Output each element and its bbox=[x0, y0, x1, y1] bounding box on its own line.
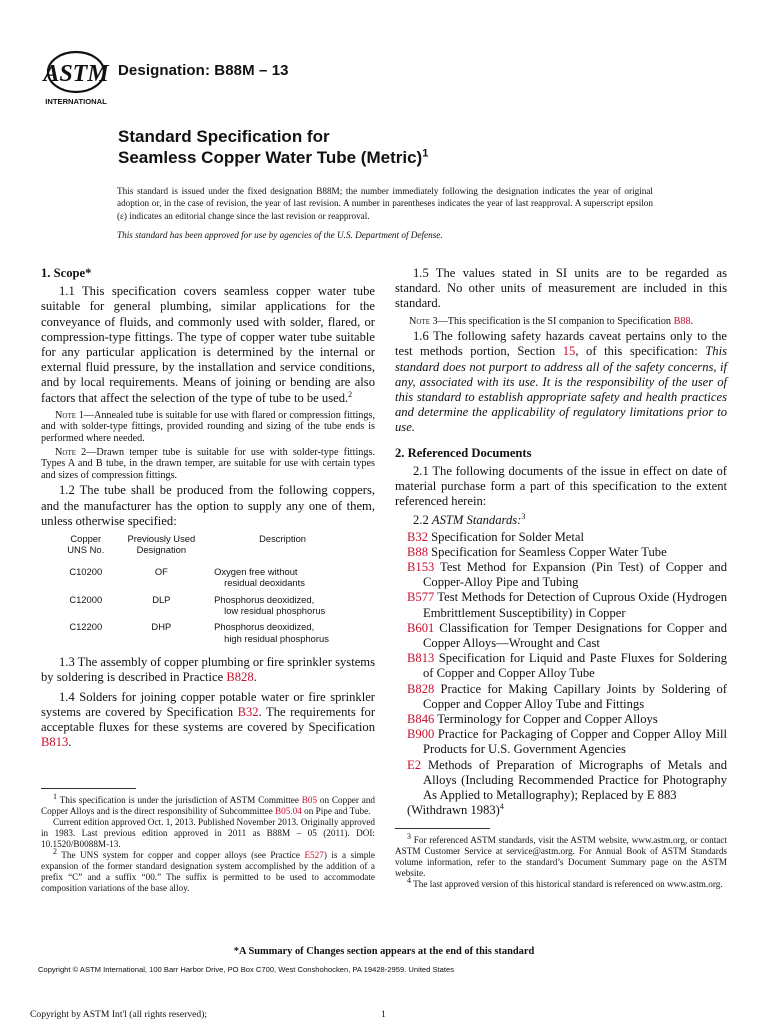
section-heading-scope: 1. Scope* bbox=[41, 266, 92, 280]
reference-list bbox=[395, 530, 727, 804]
reference-code-link[interactable]: B846 bbox=[407, 712, 435, 727]
designation: Designation: B88M – 13 bbox=[118, 62, 289, 79]
intro-paragraph: This standard is issued under the fixed designation B88M; the number immediately following the designation indicates the year of original adoption or, in the case of revision, the year of last revision. A number in parentheses indicates the year of last reapproval. A superscript epsilon (ε) indicates an editorial change since the last revision or reapproval. bbox=[117, 186, 653, 221]
table-row: C10200 OF Oxygen free without residual deoxidants bbox=[69, 565, 305, 589]
para-2-1: 2.1 The following documents of the issue in effect on date of material purchase form a part of this specification to the extent referenced herein: bbox=[395, 463, 727, 509]
reference-title: Test Methods for Detection of Cuprous Oxide (Hydrogen Embrittlement Susceptibility) in Copper bbox=[423, 590, 727, 620]
link-e527[interactable]: E527 bbox=[304, 850, 324, 860]
para-1-1: 1.1 This specification covers seamless copper water tube suitable for general plumbing, similar applications for the conveyance of fluids, and commonly used with solder, flared, or compression-type fittings. The type of copper water tube suitable for any particular application is determined by the internal or external fluid pressure, by the installation and service conditions, and by local requirements. Means of joining or bending are also factors that affect the selection of the type of tube to be used.$^2$ bbox=[41, 284, 375, 405]
reference-item bbox=[395, 651, 727, 681]
reference-item bbox=[395, 727, 727, 757]
link-b05-04[interactable]: B05.04 bbox=[275, 806, 302, 816]
reference-title: Practice for Packaging of Copper and Copper Alloy Mill Products for U.S. Government Agencies bbox=[423, 727, 727, 757]
reference-item bbox=[395, 621, 727, 651]
section-heading-referenced: 2. Referenced Documents bbox=[395, 445, 532, 460]
reference-item bbox=[395, 545, 727, 560]
reference-code-link[interactable]: B153 bbox=[407, 560, 435, 575]
reference-title: Specification for Liquid and Paste Fluxes for Soldering of Copper and Copper Alloy Tube bbox=[423, 651, 727, 681]
note-2: Note 2—Drawn temper tube is suitable for use with solder-type fittings. Types A and B tube, in the drawn temper, are suitable for use with certain types and sizes of compression fittings. bbox=[41, 446, 375, 481]
footnote-rule bbox=[395, 828, 490, 829]
page-number: 1 bbox=[381, 1009, 386, 1020]
reference-title: Methods of Preparation of Micrographs of Metals and Alloys (Including Recommended Practice for Photography As Applied to Metallography); Replaced by E 883 bbox=[421, 757, 727, 803]
dod-approval: This standard has been approved for use by agencies of the U.S. Department of Defense. bbox=[117, 230, 443, 240]
reference-code-link[interactable]: B900 bbox=[407, 727, 435, 742]
withdrawn-note: (Withdrawn 1983)$^4$ bbox=[407, 802, 504, 818]
reference-title: Test Method for Expansion (Pin Test) of Copper and Copper-Alloy Pipe and Tubing bbox=[423, 560, 727, 590]
reference-code-link[interactable]: B88 bbox=[407, 544, 428, 559]
svg-text:ASTM: ASTM bbox=[43, 61, 109, 87]
right-column bbox=[395, 266, 727, 819]
table-header-prev: Previously Used Designation bbox=[127, 533, 196, 556]
para-1-4: 1.4 Solders for joining copper potable water or fire sprinkler systems are covered by Specification B32. The requirements for acceptable fluxes for these systems are covered by Specification B813. bbox=[41, 689, 376, 750]
reference-title: Specification for Seamless Copper Water Tube bbox=[428, 544, 667, 559]
reference-item bbox=[395, 590, 727, 620]
para-1-3: 1.3 The assembly of copper plumbing or fire sprinkler systems by soldering is described in Practice B828. bbox=[41, 655, 375, 685]
reference-title: Specification for Solder Metal bbox=[428, 529, 584, 544]
reference-title: Practice for Making Capillary Joints by Soldering of Copper and Copper Alloy Tube and Fittings bbox=[423, 681, 727, 711]
summary-notice: *A Summary of Changes section appears at the end of this standard bbox=[233, 946, 535, 957]
footnote-1: $^1$ This specification is under the jurisdiction of ASTM Committee B05 on Copper and Copper Alloys and is the direct responsibility of Subcommittee B05.04 on Pipe and Tube. bbox=[41, 791, 376, 816]
left-column bbox=[41, 266, 375, 754]
link-b813[interactable]: B813 bbox=[41, 735, 69, 750]
footnote-rule bbox=[41, 788, 136, 789]
link-b88[interactable]: B88 bbox=[673, 315, 691, 327]
para-2-2: 2.2 ASTM Standards:$^3$ bbox=[413, 512, 526, 528]
reference-code-link[interactable]: B32 bbox=[407, 529, 428, 544]
astm-logo bbox=[42, 50, 110, 106]
reference-code-link[interactable]: B601 bbox=[407, 620, 435, 635]
reference-item bbox=[395, 530, 727, 545]
table-header-uns: Copper UNS No. bbox=[67, 533, 105, 556]
logo-text: INTERNATIONAL bbox=[45, 97, 107, 106]
reference-item bbox=[395, 682, 727, 712]
document-title bbox=[118, 126, 678, 168]
title-line-2: Seamless Copper Water Tube (Metric)$^1$ bbox=[118, 147, 429, 167]
link-section-15[interactable]: 15 bbox=[562, 344, 576, 359]
title-line-1: Standard Specification for bbox=[118, 127, 330, 146]
footnote-2: $^2$ The UNS system for copper and copper alloys (see Practice E527) is a simple expansion of the former standard designation system accomplished by the addition of a prefix “C” and a suffix “00.” The suffix is permitted to be used to accommodate composition variations of the base alloy. bbox=[41, 846, 376, 893]
table-header-desc: Description bbox=[259, 533, 307, 544]
copyright-line: Copyright © ASTM International, 100 Barr Harbor Drive, PO Box C700, West Conshohocken, PA 19428-2959. United States bbox=[38, 965, 455, 974]
reference-code-link[interactable]: B813 bbox=[407, 651, 435, 666]
para-1-5: 1.5 The values stated in SI units are to be regarded as standard. No other units of measurement are included in this standard. bbox=[395, 266, 727, 311]
note-3: Note 3—This specification is the SI companion to Specification B88. bbox=[409, 315, 694, 327]
table-row: C12200 DHP Phosphorus deoxidized, high residual phosphorus bbox=[69, 621, 329, 644]
reference-item bbox=[395, 712, 727, 727]
reference-title: Terminology for Copper and Copper Alloys bbox=[434, 712, 658, 727]
reference-item bbox=[395, 560, 727, 590]
reference-code-link[interactable]: B577 bbox=[407, 590, 435, 605]
link-b32[interactable]: B32 bbox=[237, 704, 259, 719]
copyright-user: Copyright by ASTM Int'l (all rights reserved); bbox=[30, 1009, 208, 1020]
footnote-1-edition: Current edition approved Oct. 1, 2013. Published November 2013. Originally approved in 1983. Last previous edition approved in 2011 as B88M – 05 (2011). DOI: 10.1520/B0088M-13. bbox=[41, 817, 375, 849]
reference-code-link[interactable]: B828 bbox=[407, 681, 435, 696]
footnotes-left bbox=[41, 788, 375, 894]
link-b828[interactable]: B828 bbox=[226, 670, 254, 685]
footnotes-right bbox=[395, 828, 727, 890]
table-row: C12000 DLP Phosphorus deoxidized, low residual phosphorus bbox=[69, 593, 326, 617]
para-1-2: 1.2 The tube shall be produced from the following coppers, and the manufacturer has the option to supply any one of them, unless otherwise specified: bbox=[41, 483, 375, 528]
note-1: Note 1—Annealed tube is suitable for use with flared or compression fittings, and with solder-type fittings, provided rounding and sizing of the tube ends is performed where needed. bbox=[41, 409, 376, 445]
link-b05[interactable]: B05 bbox=[301, 795, 318, 805]
footnote-4: $^4$ The last approved version of this historical standard is referenced on www.astm.org. bbox=[407, 875, 723, 889]
copper-table bbox=[57, 533, 357, 649]
footnote-3: $^3$ For referenced ASTM standards, visit the ASTM website, www.astm.org, or contact ASTM Customer Service at service@astm.org. For Annual Book of ASTM Standards volume information, refer to the standard’s Document Summary page on the ASTM website. bbox=[395, 831, 727, 878]
reference-title: Classification for Temper Designations for Copper and Copper Alloys—Wrought and Cast bbox=[423, 620, 727, 651]
reference-code-link[interactable]: E2 bbox=[407, 757, 421, 772]
reference-item bbox=[395, 758, 727, 804]
para-1-6: 1.6 The following safety hazards caveat pertains only to the test methods portion, Section 15, of this specification: This standard does not purport to address all of the safety concerns, if any, associated with its use. It is the responsibility of the user of this standard to establish appropriate safety and health practices and determine the applicability of regulatory limitations prior to use. bbox=[395, 329, 727, 435]
